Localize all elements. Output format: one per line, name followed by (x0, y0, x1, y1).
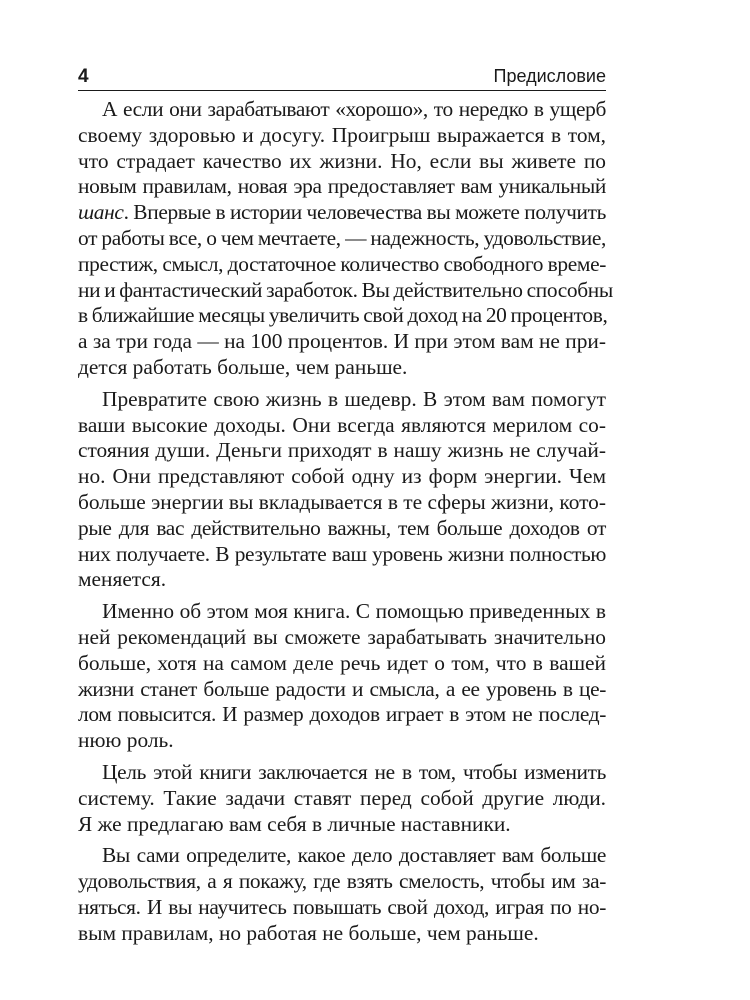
text-line: систему. Такие задачи ставят перед собой другие люди. (78, 785, 606, 810)
text-line: стояния души. Деньги приходят в нашу жизнь не случай- (78, 438, 606, 463)
text-line: А если они зарабатывают «хорошо», то нередко в ущерб (102, 97, 606, 121)
text-line: Именно об этом моя книга. С помощью приведенных в (102, 599, 606, 624)
text-line: няться. И вы научитесь повышать свой доход, играя по но- (78, 894, 606, 919)
text-line: рые для вас действительно важны, тем больше доходов от (78, 515, 606, 540)
text-line: удовольствия, а я покажу, где взять смелость, чтобы им за- (78, 869, 606, 894)
text-line: Цель этой книги заключается не в том, чтобы изменить (102, 759, 606, 784)
text-line: вым правилам, но работая не больше, чем раньше. (78, 920, 539, 945)
text-line: меняется. (78, 567, 167, 592)
text-line: от работы все, о чем мечтаете, — надежность, удовольствие, (78, 225, 606, 250)
text-run: . Впервые в истории человечества вы можете получить (123, 200, 606, 225)
paragraph (78, 599, 606, 754)
paragraph (78, 760, 606, 837)
text-line: в ближайшие месяцы увеличить свой доход на 20 процентов, (78, 303, 608, 328)
text-line: что страдает качество их жизни. Но, если вы живете по (78, 148, 606, 173)
text-line: лом повысится. И размер доходов играет в этом не послед- (78, 702, 606, 727)
text-line: своему здоровью и досугу. Проигрыш выражается в том, (78, 122, 606, 147)
body-text (78, 97, 613, 953)
text-line: престиж, смысл, достаточное количество свободного време- (78, 251, 606, 276)
text-line (78, 200, 606, 226)
text-line: ни и фантастический заработок. Вы действительно способны (78, 277, 613, 302)
text-line: Превратите свою жизнь в шедевр. В этом вам помогут (102, 386, 606, 411)
text-line: ваши высокие доходы. Они всегда являются мерилом со- (78, 412, 606, 437)
text-line: дется работать больше, чем раньше. (78, 354, 408, 379)
text-line: больше, хотя на самом деле речь идет о том, что в вашей (78, 650, 606, 675)
paragraph (78, 97, 613, 381)
page-number: 4 (78, 66, 89, 87)
italic-word: шанс (78, 200, 124, 225)
text-line: жизни станет больше радости и смысла, а ее уровень в це- (78, 676, 606, 701)
text-line: нюю роль. (78, 728, 174, 753)
text-line: Вы сами определите, какое дело доставляет вам больше (102, 843, 606, 868)
paragraph (78, 387, 606, 593)
section-title: Предисловие (493, 66, 606, 86)
text-line: Я же предлагаю вам себя в личные наставники. (78, 811, 511, 836)
text-line: но. Они представляют собой одну из форм энергии. Чем (78, 464, 606, 489)
text-line: больше энергии вы вкладывается в те сферы жизни, кото- (78, 489, 606, 514)
paragraph (78, 843, 606, 946)
text-line: новым правилам, новая эра предоставляет вам уникальный (78, 174, 606, 199)
text-line: них получаете. В результате ваш уровень жизни полностью (78, 541, 606, 566)
running-head (78, 64, 606, 91)
text-line: ней рекомендаций вы сможете зарабатывать значительно (78, 624, 606, 649)
text-line: а за три года — на 100 процентов. И при этом вам не при- (78, 329, 606, 354)
